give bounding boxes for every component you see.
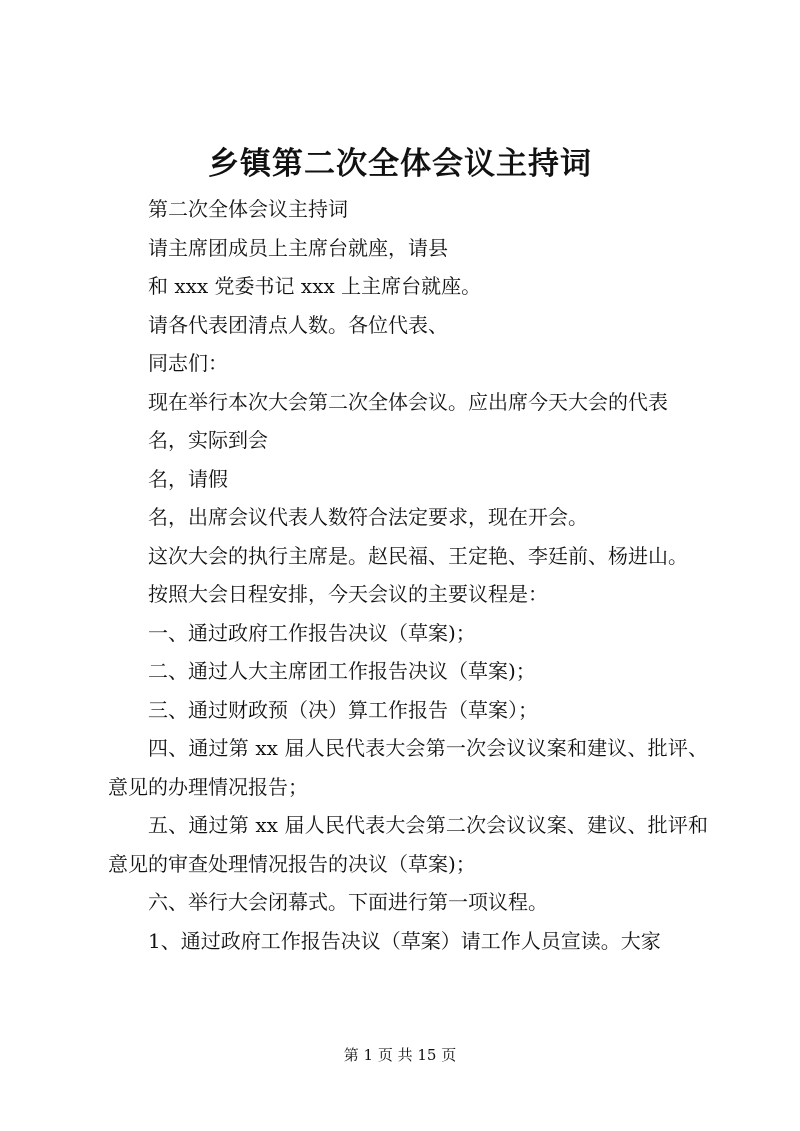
paragraph: 四、通过第 xx 届人民代表大会第一次会议议案和建议、批评、意见的办理情况报告； — [108, 736, 708, 799]
paragraph: 请主席团成员上主席台就座，请县 — [148, 235, 448, 260]
document-title: 乡镇第二次全体会议主持词 — [208, 146, 592, 182]
paragraph: 现在举行本次大会第二次全体会议。应出席今天大会的代表 — [148, 389, 668, 414]
paragraph: 五、通过第 xx 届人民代表大会第二次会议议案、建议、批评和意见的审查处理情况报告的决议（草案)； — [108, 813, 708, 876]
paragraph: 1、通过政府工作报告决议（草案）请工作人员宣读。大家 — [148, 928, 661, 953]
paragraph: 同志们： — [148, 351, 228, 375]
paragraph: 请各代表团清点人数。各位代表、 — [148, 312, 448, 337]
paragraph: 名，实际到会 — [148, 428, 268, 452]
page-footer: 第 1 页 共 15 页 — [343, 1046, 457, 1064]
paragraph: 六、举行大会闭幕式。下面进行第一项议程。 — [148, 890, 548, 914]
paragraph: 一、通过政府工作报告决议（草案)； — [148, 620, 476, 645]
paragraph: 按照大会日程安排，今天会议的主要议程是： — [148, 582, 548, 606]
paragraph: 这次大会的执行主席是。赵民福、王定艳、李廷前、杨进山。 — [148, 543, 688, 568]
paragraph: 二、通过人大主席团工作报告决议（草案)； — [148, 659, 536, 683]
paragraph: 和 xxx 党委书记 xxx 上主席台就座。 — [148, 274, 482, 298]
document-body — [108, 190, 708, 960]
paragraph: 名，出席会议代表人数符合法定要求，现在开会。 — [148, 505, 588, 529]
paragraph: 第二次全体会议主持词 — [148, 197, 348, 221]
paragraph: 名，请假 — [148, 466, 228, 491]
paragraph: 三、通过财政预（决）算工作报告（草案）； — [148, 697, 538, 722]
